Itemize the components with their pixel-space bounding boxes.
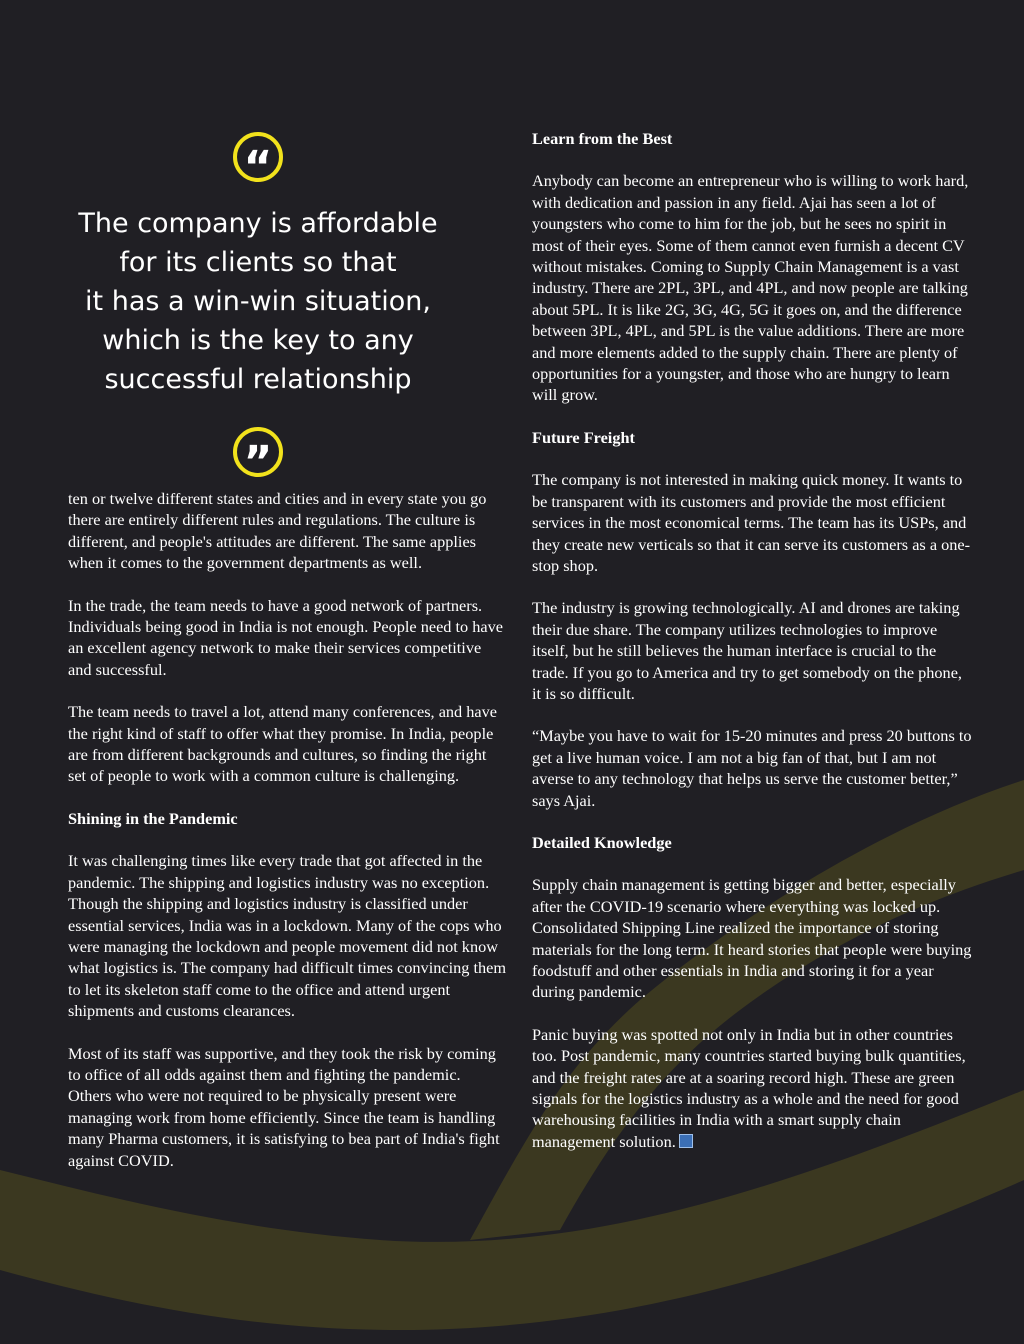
body-paragraph: Anybody can become an entrepreneur who is willing to work hard, with dedication and passion in any field. Ajai has seen a lot of youngsters who come to him for the job, but he sees no spirit in most of their eyes. Some of them cannot even furnish a decent CV without mistakes. Coming to Supply Chain Management is a vast industry. There are 2PL, 3PL, and 4PL, and now people are talking about 5PL. It is like 2G, 3G, 4G, 5G it goes on, and the difference between 3PL, 4PL, and 5PL is the value additions. There are more and more elements added to the supply chain. There are plenty of opportunities for a youngster, and those who are hungry to learn will grow. — [532, 171, 969, 405]
body-paragraph: The industry is growing technologically. AI and drones are taking their due share. The company utilizes technologies to improve itself, but he still believes the human interface is crucial to the trade. If you go to America and try to get somebody on the phone, it is so difficult. — [532, 598, 962, 703]
right-column — [532, 128, 972, 1173]
pull-quote-text: The company is affordable for its clients so that it has a win-win situation, which is the key to any successful relationship — [78, 208, 438, 395]
close-quote-icon: ” — [233, 427, 283, 477]
body-paragraph: Supply chain management is getting bigger and better, especially after the COVID-19 scenario where everything was locked up. Consolidated Shipping Line realized the importance of storing materials for the long term. It heard stories that people were buying foodstuff and other essentials in India and storing it for a year during pandemic. — [532, 875, 972, 1002]
body-paragraph: It was challenging times like every trade that got affected in the pandemic. The shipping and logistics industry was no exception. Though the shipping and logistics industry is classified under essential services, India was in a lockdown. Many of the cops who were managing the lockdown and people movement did not know what logistics is. The company had difficult times convincing them to let its skeleton staff come to the office and attend urgent shipments and customs clearances. — [68, 851, 507, 1021]
body-paragraph: The team needs to travel a lot, attend many conferences, and have the right kind of staff to offer what they promise. In India, people are from different backgrounds and cultures, so finding the right set of people to work with a common culture is challenging. — [68, 702, 498, 786]
body-paragraph: In the trade, the team needs to have a good network of partners. Individuals being good in India is not enough. People need to have an excellent agency network to make their services competitive and successful. — [68, 595, 503, 679]
section-heading: Learn from the Best — [532, 129, 673, 148]
left-column — [68, 488, 508, 1192]
body-paragraph: Most of its staff was supportive, and they took the risk by coming to office of all odds against them and fighting the pandemic. Others who were not required to be physically present were managing work from home efficiently. Since the team is handling many Pharma customers, it is satisfying to bea part of India's fight against COVID. — [68, 1043, 500, 1170]
end-of-article-icon — [679, 1134, 693, 1148]
open-quote-icon: “ — [233, 132, 283, 182]
section-heading: Shining in the Pandemic — [68, 808, 238, 828]
body-paragraph: The company is not interested in making quick money. It wants to be transparent with its customers and provide the most efficient services in the most economical terms. The team has its USPs, and they create new verticals so that it can serve its customers as a one-stop shop. — [532, 470, 971, 575]
body-paragraph: Panic buying was spotted not only in India but in other countries too. Post pandemic, many countries started buying bulk quantities, and the freight rates are at a soaring record high. These are green signals for the logistics industry as a whole and the need for good warehousing facilities in India with a smart supply chain management solution. — [532, 1024, 966, 1151]
body-paragraph: “Maybe you have to wait for 15-20 minutes and press 20 buttons to get a live human voice. I am not a big fan of that, but I am not averse to any technology that helps us serve the customer better,” says Ajai. — [532, 726, 972, 810]
body-paragraph: ten or twelve different states and cities and in every state you go there are entirely different rules and regulations. The culture is different, and people's attitudes are different. The same applies when it comes to the government departments as well. — [68, 489, 487, 573]
pull-quote — [60, 128, 456, 488]
section-heading: Future Freight — [532, 427, 635, 447]
section-heading: Detailed Knowledge — [532, 832, 672, 852]
